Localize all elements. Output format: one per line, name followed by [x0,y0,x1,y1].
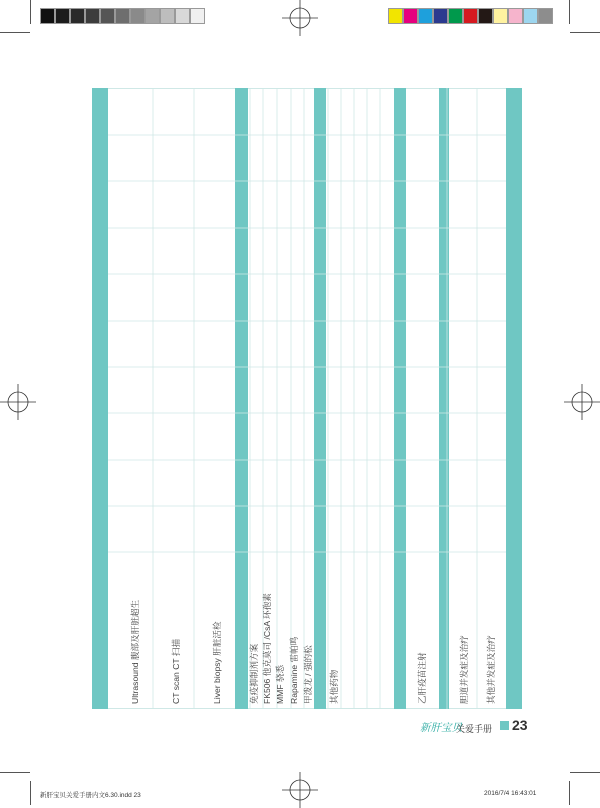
crop-mark [570,772,600,773]
color-swatch [85,8,100,24]
color-swatch [145,8,160,24]
color-swatch [70,8,85,24]
color-swatch [538,8,553,24]
footer-brand-logo: 新肝宝贝 [420,722,462,734]
registration-mark-top [282,0,318,36]
color-swatch [463,8,478,24]
color-swatch [388,8,403,24]
color-swatch [175,8,190,24]
registration-mark-bottom [282,772,318,808]
slug-file-name: 新肝宝贝关爱手册内文6.30.indd 23 [40,792,141,799]
page-number: 23 [512,717,528,733]
color-swatch [403,8,418,24]
column-label-ultrasound: Ultrasound 腹部及肝脏超生 [130,599,140,704]
color-swatch [55,8,70,24]
footer-square-icon [500,721,509,730]
color-swatch [493,8,508,24]
color-swatch [115,8,130,24]
registration-mark-left [0,384,36,420]
color-swatch [130,8,145,24]
color-swatch [448,8,463,24]
color-swatch [433,8,448,24]
crop-mark [30,0,31,24]
slug-timestamp: 2016/7/4 16:43:01 [484,790,537,797]
color-swatch [523,8,538,24]
process-color-bar [388,8,553,24]
column-label-hbv-vaccine: 乙肝疫苗注射 [417,652,427,704]
column-label-mmf: MMF 骁悉 [275,664,285,704]
follow-up-record-table [92,88,522,709]
column-label-methylprednisolone: 甲泼龙 / 强的松 [303,645,313,704]
color-swatch [190,8,205,24]
crop-mark [569,781,570,805]
column-label-other-drugs: 其他药物 [329,669,339,704]
column-label-immunosuppression-plan: 免疫抑制剂方案 [249,643,259,704]
color-swatch [508,8,523,24]
crop-mark [30,781,31,805]
color-swatch [478,8,493,24]
color-swatch [418,8,433,24]
column-label-other-complications: 其他并发症及治疗 [486,635,496,704]
table-separator-band [92,88,108,709]
table-border [93,89,522,709]
crop-mark [0,772,30,773]
column-label-liver-biopsy: Liver biopsy 肝脏活检 [212,621,222,704]
color-swatch [160,8,175,24]
footer-title: 关爱手册 [456,724,493,734]
crop-mark [569,0,570,24]
column-label-rapamine: Rapamine 雷帕鸣 [289,636,299,704]
registration-mark-right [564,384,600,420]
crop-mark [0,32,30,33]
grayscale-color-bar [40,8,205,24]
column-label-fk506-csa: FK506 他克莫司 /CsA 环孢素 [262,593,272,704]
color-swatch [100,8,115,24]
table-separator-band [506,88,522,709]
column-label-ct-scan: CT scan CT 扫描 [171,638,181,704]
crop-mark [570,32,600,33]
color-swatch [40,8,55,24]
column-label-biliary-complications: 胆道并发症及治疗 [459,635,469,704]
